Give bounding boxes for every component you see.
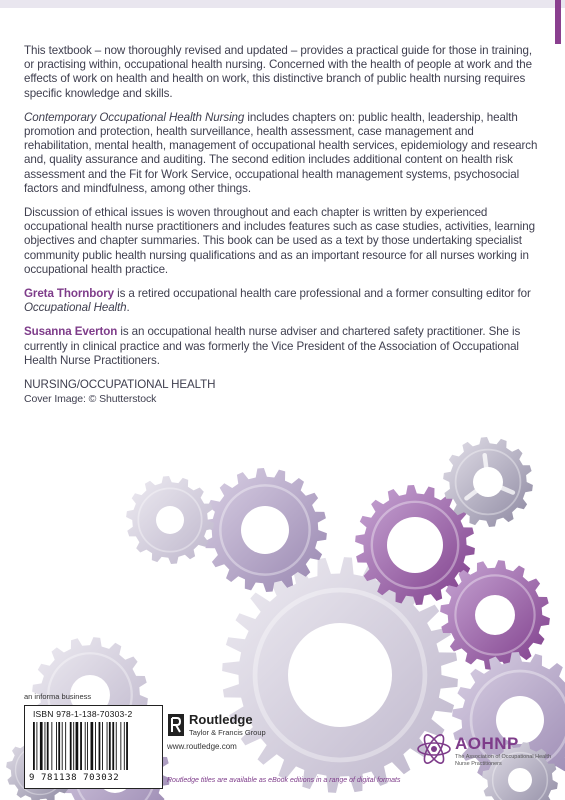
- gear-icon: [443, 437, 533, 527]
- publisher-name: Routledge: [189, 712, 253, 727]
- blurb-paragraph-2: [24, 111, 540, 196]
- barcode-icon: [31, 722, 156, 772]
- top-band: [0, 0, 565, 8]
- blurb-paragraph-3: Discussion of ethical issues is woven throughout and each chapter is written by experienced occupational health nurse practitioners and includes features such as case studies, activities, learning objectives and chapter summaries. This book can be used as a text by those undertaking specialist community public health nursing qualifications and as an important resource for all nurses working in occupational health practice.: [24, 206, 535, 276]
- gear-icon: [203, 468, 327, 592]
- back-cover-blurb: [24, 44, 540, 406]
- cover-image-credit: Cover Image: © Shutterstock: [24, 393, 157, 406]
- informa-tagline: an informa business: [24, 692, 92, 701]
- journal-title: Occupational Health: [24, 301, 127, 315]
- ebook-note: Routledge titles are available as eBook editions in a range of digital formats: [167, 777, 401, 784]
- author-bio-end: .: [126, 301, 130, 315]
- book-title: Contemporary Occupational Health Nursing: [24, 110, 245, 124]
- routledge-logo-icon: [167, 713, 185, 737]
- subject-category: NURSING/OCCUPATIONAL HEALTH: [24, 378, 216, 392]
- isbn-label: ISBN 978-1-138-70303-2: [33, 709, 133, 719]
- aohnp-full-name: The Association of Occupational Health Nurse Practitioners: [455, 754, 552, 767]
- aohnp-logo-icon: [415, 730, 453, 768]
- author-bio-2: [24, 325, 540, 368]
- author-bio-text: is a retired occupational health care professional and a former consulting editor for: [113, 287, 531, 301]
- spine-mark: [555, 0, 561, 44]
- isbn-digits: 9 781138 703032: [29, 773, 120, 783]
- publisher-url[interactable]: www.routledge.com: [167, 742, 237, 751]
- blurb-paragraph-1: This textbook – now thoroughly revised and updated – provides a practical guide for those in training, or practising within, occupational health nursing. Concerned with the health of people at work and the effects of work on health and health on work, this distinctive branch of public health nursing requires specific knowledge and skills.: [24, 44, 532, 100]
- author-bio-text: is an occupational health nurse adviser and chartered safety practitioner. She is currently in clinical practice and was formerly the Vice President of the Association of Occupational Health Nurse Practitioners.: [24, 325, 521, 367]
- publisher-group: Taylor & Francis Group: [189, 728, 266, 737]
- author-bio-1: [24, 287, 540, 315]
- aohnp-abbreviation: AOHNP: [455, 734, 519, 753]
- isbn-barcode: [24, 705, 163, 789]
- gear-icon: [440, 560, 550, 670]
- gear-icon: [126, 476, 214, 564]
- author-name: Susanna Everton: [24, 325, 118, 339]
- author-name: Greta Thornbory: [24, 287, 114, 301]
- blurb-paragraph-2-text: includes chapters on: public health, leadership, health promotion and protection, health surveillance, health assessment, case management and rehabilitation, mental health, management of occupational health services, epidemiology and research and, quality assurance and auditing. The second edition includes additional content on health risk assessment and the Fit for Work Service, occupational health management systems, psychosocial factors and mindfulness, among other things.: [24, 110, 538, 195]
